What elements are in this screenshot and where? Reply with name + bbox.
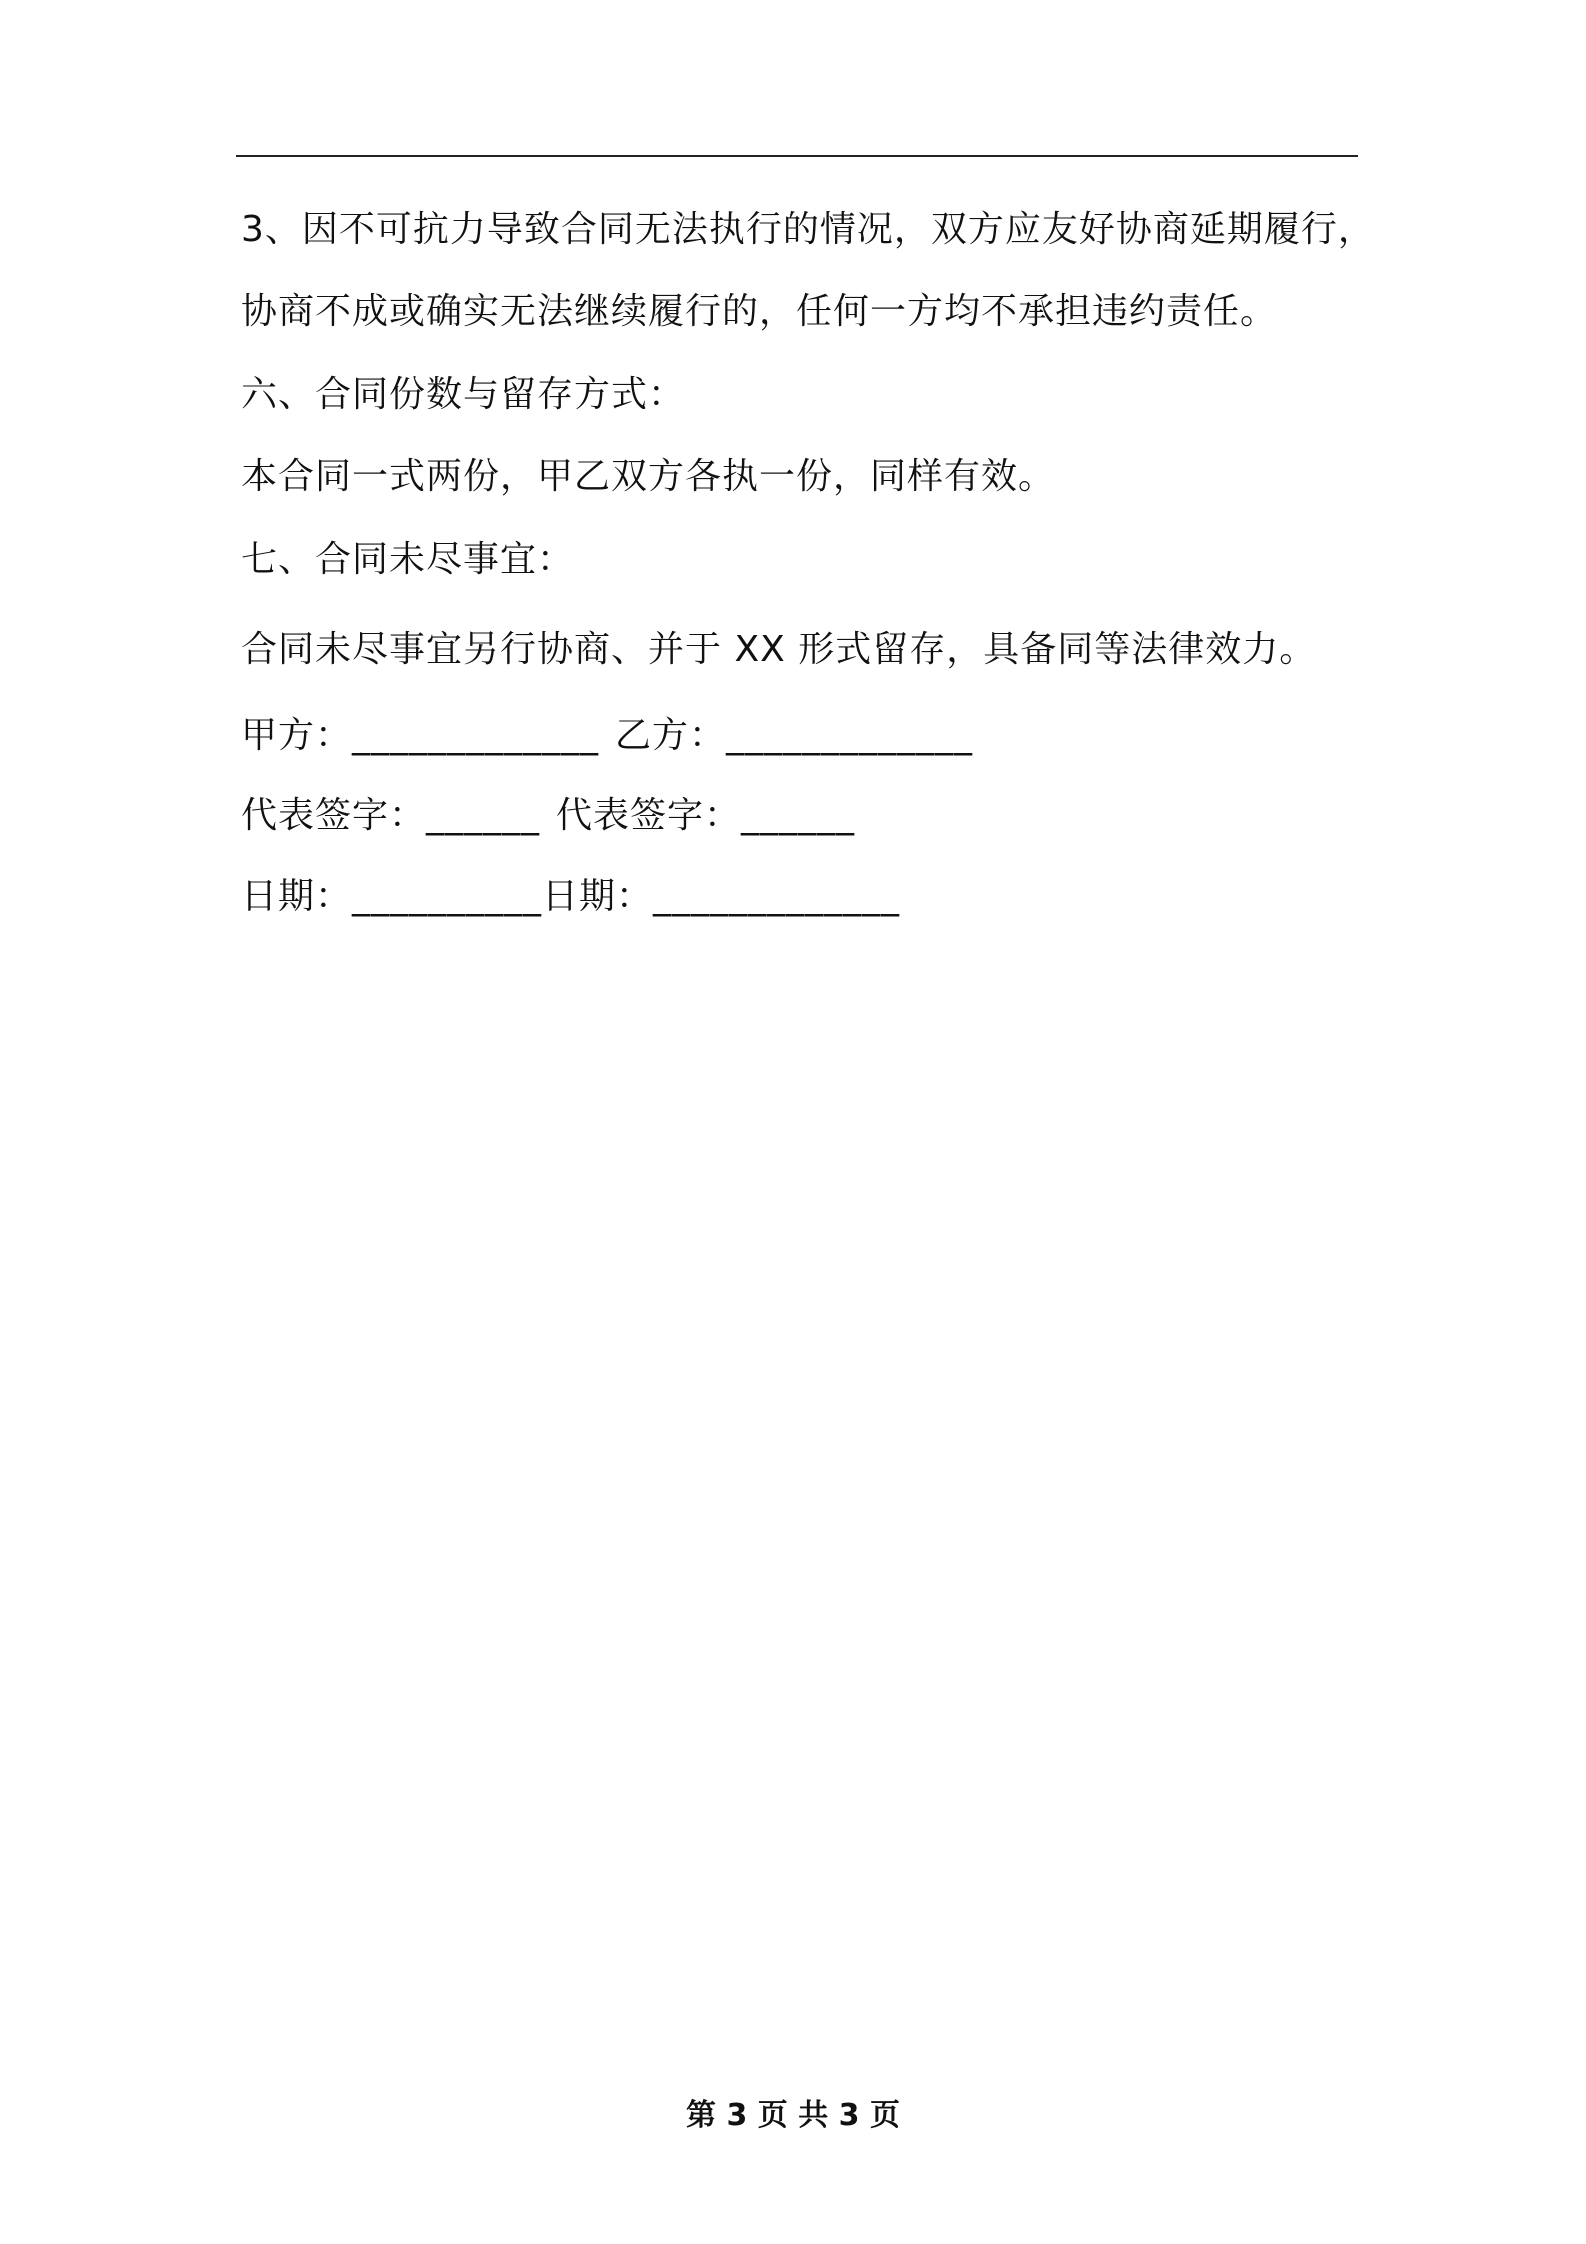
section-6-body: 本合同一式两份，甲乙双方各执一份，同样有效。 [241, 456, 1056, 497]
header-rule [236, 155, 1358, 157]
rep-a-field: 代表签字：______ [241, 795, 541, 836]
party-b-field: 乙方：_____________ [615, 715, 974, 756]
section-6-heading: 六、合同份数与留存方式： [241, 374, 686, 415]
representative-signature-row [241, 792, 855, 840]
party-a-field: 甲方：_____________ [241, 715, 600, 756]
section-7-body: 合同未尽事宜另行协商、并于 XX 形式留存，具备同等法律效力。 [241, 629, 1317, 670]
section-7-heading: 七、合同未尽事宜： [241, 539, 575, 580]
page-number: 第 3 页 共 3 页 [686, 2098, 900, 2133]
clause-3-line-2: 协商不成或确实无法继续履行的，任何一方均不承担违约责任。 [241, 291, 1278, 332]
party-signature-row [241, 712, 973, 760]
rep-b-field: 代表签字：______ [556, 795, 856, 836]
date-row [241, 873, 900, 921]
date-a-field: 日期：__________ [241, 876, 543, 917]
date-b-field: 日期：_____________ [542, 876, 901, 917]
clause-3-line-1: 3、因不可抗力导致合同无法执行的情况，双方应友好协商延期履行， [241, 209, 1375, 250]
